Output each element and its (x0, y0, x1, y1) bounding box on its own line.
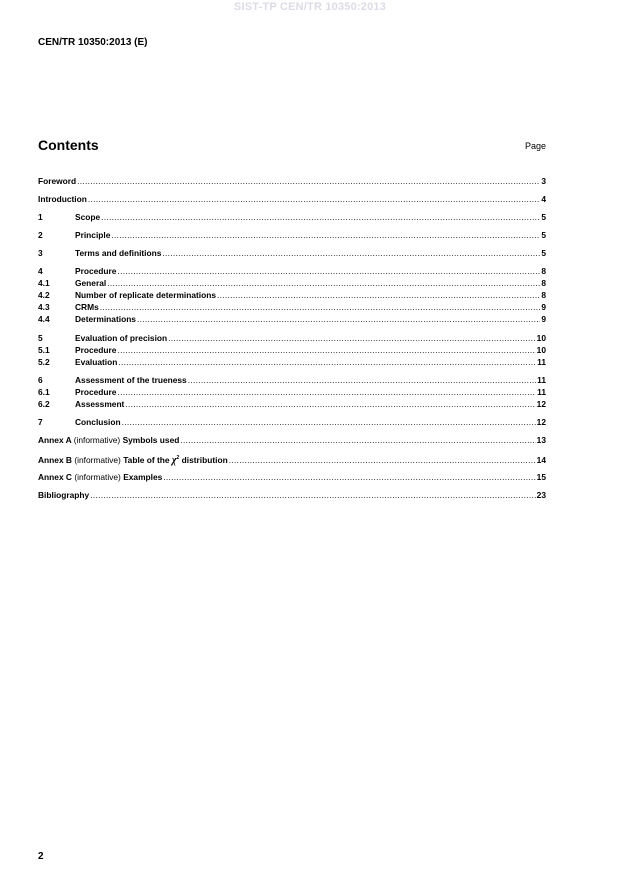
annex-label: Annex A (38, 435, 72, 445)
dot-leader (117, 266, 540, 277)
toc-entry-number: 4.1 (38, 278, 50, 288)
toc-entry-title: Evaluation of precision (75, 333, 168, 343)
toc-entry-title: Procedure (75, 266, 117, 276)
dot-leader (163, 472, 535, 483)
toc-annex-c[interactable] (38, 472, 546, 483)
annex-type: (informative) (73, 435, 121, 445)
toc-entry-4-2[interactable] (38, 290, 546, 301)
toc-entry-page: 12 (536, 417, 546, 427)
annex-heading-before: Table of the (123, 455, 170, 465)
dot-leader (77, 176, 540, 187)
toc-entry-number: 5.1 (38, 345, 50, 355)
toc-entry-title: Assessment (75, 399, 125, 409)
toc-entry-1[interactable] (38, 212, 546, 223)
toc-entry-page: 11 (537, 375, 546, 385)
annex-heading: Symbols used (122, 435, 180, 445)
dot-leader (137, 314, 540, 325)
dot-leader (107, 278, 540, 289)
annex-title (38, 435, 179, 446)
toc-entry-page: 11 (537, 387, 546, 397)
annex-heading-after: distribution (181, 455, 228, 465)
toc-entry-number: 6.2 (38, 399, 50, 409)
toc-entry-4[interactable] (38, 266, 546, 277)
annex-label: Annex B (38, 455, 72, 465)
toc-entry-number: 4 (38, 266, 43, 276)
toc-entry-title: Evaluation (75, 357, 118, 367)
toc-entry-page: 5 (541, 230, 546, 240)
toc-entry-page: 5 (541, 212, 546, 222)
toc-entry-title: Bibliography (38, 490, 90, 500)
toc-annex-b[interactable] (38, 453, 546, 464)
dot-leader (168, 333, 536, 344)
toc-entry-page: 13 (536, 435, 546, 445)
toc-entry-4-4[interactable] (38, 314, 546, 325)
dot-leader (90, 490, 535, 501)
toc-entry-title: Scope (75, 212, 101, 222)
watermark: SIST-TP CEN/TR 10350:2013 (233, 1, 387, 13)
toc-entry-number: 5 (38, 333, 43, 343)
toc-entry-title: Assessment of the trueness (75, 375, 187, 385)
toc-entry-number: 6 (38, 375, 43, 385)
dot-leader (217, 290, 540, 301)
dot-leader (88, 194, 540, 205)
toc-entry-5-1[interactable] (38, 345, 546, 356)
toc-entry-title: Number of replicate determinations (75, 290, 217, 300)
toc-entry-number: 4.2 (38, 290, 50, 300)
toc-entry-7[interactable] (38, 417, 546, 428)
annex-type: (informative) (74, 472, 121, 482)
toc-entry-4-1[interactable] (38, 278, 546, 289)
toc-entry-bibliography[interactable] (38, 490, 546, 501)
toc-entry-title: Introduction (38, 194, 87, 204)
toc-entry-page: 3 (541, 176, 546, 186)
toc-entry-title: CRMs (75, 302, 99, 312)
toc-entry-number: 4.4 (38, 314, 50, 324)
toc-entry-3[interactable] (38, 248, 546, 259)
toc-entry-title: Procedure (75, 387, 117, 397)
dot-leader (101, 212, 540, 223)
annex-title (38, 453, 228, 466)
dot-leader (162, 248, 540, 259)
toc-entry-page: 4 (541, 194, 546, 204)
toc-entry-page: 14 (536, 455, 546, 465)
toc-entry-title: Principle (75, 230, 111, 240)
toc-entry-number: 2 (38, 230, 43, 240)
toc-entry-title: Foreword (38, 176, 77, 186)
toc-entry-page: 8 (541, 290, 546, 300)
toc-entry-title: Terms and definitions (75, 248, 162, 258)
chi-superscript: 2 (176, 455, 180, 461)
dot-leader (180, 435, 535, 446)
contents-title: Contents (38, 137, 99, 153)
toc-entry-page: 9 (541, 314, 546, 324)
toc-entry-page: 11 (537, 357, 546, 367)
toc-entry-page: 10 (536, 345, 546, 355)
annex-type: (informative) (74, 455, 121, 465)
toc-entry-6-2[interactable] (38, 399, 546, 410)
toc-entry-page: 9 (541, 302, 546, 312)
dot-leader (117, 345, 535, 356)
dot-leader (100, 302, 541, 313)
toc-entry-introduction[interactable] (38, 194, 546, 205)
toc-entry-title: General (75, 278, 107, 288)
toc-entry-page: 8 (541, 266, 546, 276)
dot-leader (125, 399, 535, 410)
toc-entry-6-1[interactable] (38, 387, 546, 398)
dot-leader (117, 387, 536, 398)
toc-entry-page: 15 (536, 472, 546, 482)
dot-leader (118, 357, 536, 368)
toc-entry-number: 5.2 (38, 357, 50, 367)
dot-leader (122, 417, 536, 428)
toc-entry-title: Conclusion (75, 417, 121, 427)
annex-heading: Examples (123, 472, 163, 482)
toc-entry-5[interactable] (38, 333, 546, 344)
toc-entry-number: 6.1 (38, 387, 50, 397)
toc-entry-title: Procedure (75, 345, 117, 355)
toc-entry-page: 10 (536, 333, 546, 343)
toc-entry-6[interactable] (38, 375, 546, 386)
toc-entry-number: 4.3 (38, 302, 50, 312)
document-id: CEN/TR 10350:2013 (E) (38, 37, 148, 48)
dot-leader (188, 375, 536, 386)
toc-entry-page: 5 (541, 248, 546, 258)
annex-label: Annex C (38, 472, 72, 482)
toc-entry-page: 8 (541, 278, 546, 288)
dot-leader (111, 230, 540, 241)
toc-annex-a[interactable] (38, 435, 546, 446)
toc-entry-page: 23 (536, 490, 546, 500)
annex-title (38, 472, 162, 483)
toc-entry-number: 7 (38, 417, 43, 427)
toc-entry-2[interactable] (38, 230, 546, 241)
toc-entry-5-2[interactable] (38, 357, 546, 368)
page-column-label: Page (524, 141, 546, 151)
page-number: 2 (38, 851, 44, 862)
toc-entry-number: 3 (38, 248, 43, 258)
toc-entry-4-3[interactable] (38, 302, 546, 313)
toc-entry-title: Determinations (75, 314, 136, 324)
toc-entry-foreword[interactable] (38, 176, 546, 187)
dot-leader (229, 455, 536, 466)
chi-symbol: χ (171, 455, 177, 466)
toc-entry-number: 1 (38, 212, 43, 222)
toc-entry-page: 12 (536, 399, 546, 409)
